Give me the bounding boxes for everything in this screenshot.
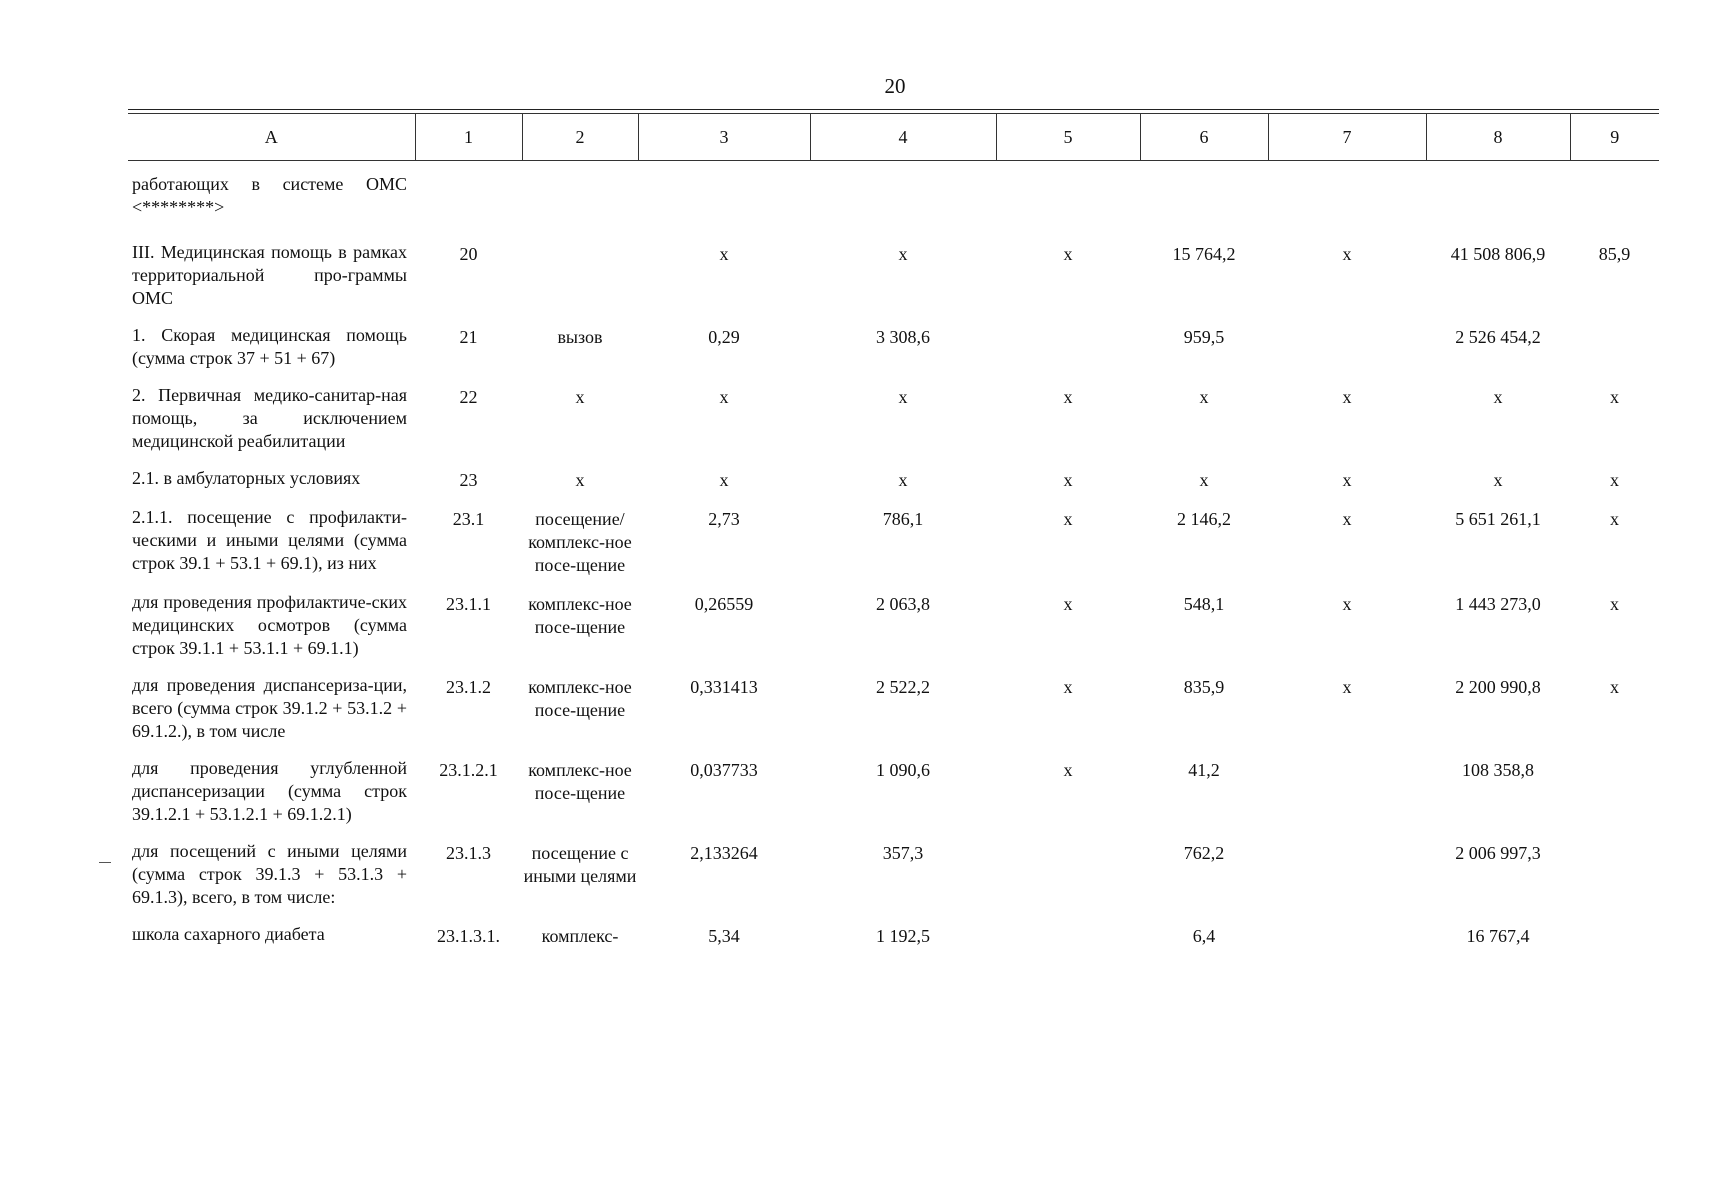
table-cell: 959,5 <box>1183 327 1225 347</box>
table-cell: 2,133264 <box>690 843 758 863</box>
table-cell: 1 192,5 <box>876 926 930 946</box>
table-cell: 5 651 261,1 <box>1455 509 1541 529</box>
table-cell <box>1268 840 1426 923</box>
table-cell: 22 <box>459 387 478 407</box>
table-cell: 0,26559 <box>694 594 754 614</box>
table-cell: х <box>1342 677 1352 697</box>
table-cell: комплекс- <box>541 926 619 946</box>
table-cell: 0,331413 <box>690 677 758 697</box>
table-cell: х <box>1610 594 1619 614</box>
table-row <box>128 241 1659 324</box>
row-label: работающих в системе ОМС <********> <box>132 174 407 217</box>
col-header-5: 5 <box>996 114 1140 161</box>
row-label: для проведения профилактиче-ских медицинских осмотров (сумма строк 39.1.1 + 53.1.1 + 69.1.1) <box>132 592 407 658</box>
table-cell: х <box>898 470 908 490</box>
table-cell: 16 767,4 <box>1466 926 1530 946</box>
table-cell: 23.1.2.1 <box>439 760 498 780</box>
table-cell: 6,4 <box>1192 926 1216 946</box>
col-header-a: А <box>128 114 415 161</box>
table-cell: х <box>1342 470 1352 490</box>
row-label: 2. Первичная медико-санитар-ная помощь, за исключением медицинской реабилитации <box>132 385 407 451</box>
table-cell: 23.1.1 <box>446 594 491 614</box>
margin-mark <box>99 862 111 863</box>
table-cell <box>415 161 522 242</box>
table-cell <box>1570 840 1659 923</box>
table-cell: 1 090,6 <box>876 760 930 780</box>
table-cell: 2 006 997,3 <box>1455 843 1541 863</box>
page-number: 20 <box>884 74 906 98</box>
table-cell: х <box>898 244 908 264</box>
top-rule <box>128 109 1659 110</box>
table-cell <box>638 161 810 242</box>
table-cell <box>1570 324 1659 384</box>
table-cell: 786,1 <box>882 509 924 529</box>
table-cell: х <box>1610 387 1619 407</box>
table-cell <box>522 241 638 324</box>
table-cell: х <box>719 387 729 407</box>
table-cell: х <box>1063 509 1073 529</box>
table-cell: 357,3 <box>882 843 924 863</box>
row-label: III. Медицинская помощь в рамках территориальной про-граммы ОМС <box>132 242 407 308</box>
table-cell: вызов <box>557 327 603 347</box>
table-cell: х <box>898 387 908 407</box>
table-cell: х <box>1199 387 1209 407</box>
table-cell: 0,29 <box>708 327 740 347</box>
table-cell: 23.1.2 <box>446 677 491 697</box>
table-cell: 23.1.3 <box>446 843 491 863</box>
table-row <box>128 674 1659 757</box>
table-cell: 3 308,6 <box>876 327 930 347</box>
table-row <box>128 467 1659 506</box>
table-cell: 1 443 273,0 <box>1455 594 1541 614</box>
table-cell <box>1426 161 1570 242</box>
row-label: для посещений с иными целями (сумма строк 39.1.3 + 53.1.3 + 69.1.3), всего, в том числе: <box>132 841 407 907</box>
row-label: 2.1.1. посещение с профилакти-ческими и иными целями (сумма строк 39.1 + 53.1 + 69.1), из них <box>132 507 407 573</box>
table-cell: х <box>1063 594 1073 614</box>
table-row <box>128 324 1659 384</box>
table-cell: х <box>575 387 585 407</box>
table-cell <box>1570 923 1659 962</box>
table-cell: 20 <box>459 244 478 264</box>
table-cell: х <box>1610 677 1619 697</box>
table-cell: х <box>1342 244 1352 264</box>
table-cell: комплекс-ное посе-щение <box>528 594 632 637</box>
table-cell: 108 358,8 <box>1462 760 1534 780</box>
table-cell: х <box>1063 677 1073 697</box>
table-cell <box>1268 923 1426 962</box>
table-cell: 2,73 <box>708 509 740 529</box>
table-row <box>128 923 1659 962</box>
table-cell: 835,9 <box>1183 677 1225 697</box>
table-cell: комплекс-ное посе-щение <box>528 760 632 803</box>
table-cell: х <box>1342 387 1352 407</box>
table-cell: 0,037733 <box>690 760 758 780</box>
col-header-4: 4 <box>810 114 996 161</box>
table-cell: х <box>1342 509 1352 529</box>
table-cell <box>996 161 1140 242</box>
table-cell: х <box>1063 760 1073 780</box>
table-cell: комплекс-ное посе-щение <box>528 677 632 720</box>
table-cell: 2 526 454,2 <box>1455 327 1541 347</box>
col-header-1: 1 <box>415 114 522 161</box>
table-cell: 5,34 <box>708 926 740 946</box>
table-cell: 15 764,2 <box>1172 244 1236 264</box>
table-cell: х <box>1063 387 1073 407</box>
table-cell <box>996 840 1140 923</box>
table-cell: х <box>1610 509 1619 529</box>
table-cell: 23 <box>459 470 478 490</box>
col-header-7: 7 <box>1268 114 1426 161</box>
table-cell: х <box>719 470 729 490</box>
table-row <box>128 591 1659 674</box>
table-row <box>128 161 1659 242</box>
table-cell: посещение с иными целями <box>523 843 637 886</box>
table-cell: х <box>1610 470 1619 490</box>
col-header-6: 6 <box>1140 114 1268 161</box>
row-label: для проведения углубленной диспансеризации (сумма строк 39.1.2.1 + 53.1.2.1 + 69.1.2.1) <box>132 758 407 824</box>
table-cell: х <box>1063 470 1073 490</box>
table-row <box>128 840 1659 923</box>
col-header-2: 2 <box>522 114 638 161</box>
table-row <box>128 506 1659 591</box>
row-label: школа сахарного диабета <box>132 924 325 944</box>
table-cell <box>1268 324 1426 384</box>
table-cell: 2 522,2 <box>876 677 930 697</box>
table-cell <box>996 324 1140 384</box>
table-cell: 548,1 <box>1183 594 1225 614</box>
table-cell: 762,2 <box>1183 843 1225 863</box>
col-header-8: 8 <box>1426 114 1570 161</box>
table-cell: х <box>1493 470 1503 490</box>
table-cell: 41,2 <box>1188 760 1220 780</box>
row-label: 1. Скорая медицинская помощь (сумма строк 37 + 51 + 67) <box>132 325 407 368</box>
table-cell: х <box>719 244 729 264</box>
table-cell: х <box>1342 594 1352 614</box>
table-cell: х <box>575 470 585 490</box>
col-header-3: 3 <box>638 114 810 161</box>
table-cell: х <box>1063 244 1073 264</box>
table-cell: 85,9 <box>1598 244 1631 264</box>
table-cell <box>522 161 638 242</box>
table-cell: 2 146,2 <box>1177 509 1231 529</box>
table-row <box>128 757 1659 840</box>
row-label: 2.1. в амбулаторных условиях <box>132 468 361 488</box>
table-cell: 2 200 990,8 <box>1455 677 1541 697</box>
table-cell: 23.1.3.1. <box>437 926 500 946</box>
table-cell: 23.1 <box>452 509 485 529</box>
data-table <box>128 113 1659 962</box>
table-cell: посещение/ комплекс-ное посе-щение <box>528 509 632 575</box>
table-cell <box>996 923 1140 962</box>
table-cell <box>810 161 996 242</box>
header-row <box>128 114 1659 161</box>
table-cell: 41 508 806,9 <box>1450 244 1546 264</box>
table-row <box>128 384 1659 467</box>
row-label: для проведения диспансериза-ции, всего (сумма строк 39.1.2 + 53.1.2 + 69.1.2.), в том числе <box>132 675 407 741</box>
table-cell <box>1570 757 1659 840</box>
col-header-9: 9 <box>1570 114 1659 161</box>
table-cell <box>1570 161 1659 242</box>
table-cell <box>1268 757 1426 840</box>
table-cell <box>1140 161 1268 242</box>
table-cell: 2 063,8 <box>876 594 930 614</box>
table-cell: х <box>1199 470 1209 490</box>
table-cell: х <box>1493 387 1503 407</box>
table-cell <box>1268 161 1426 242</box>
table-cell: 21 <box>459 327 478 347</box>
